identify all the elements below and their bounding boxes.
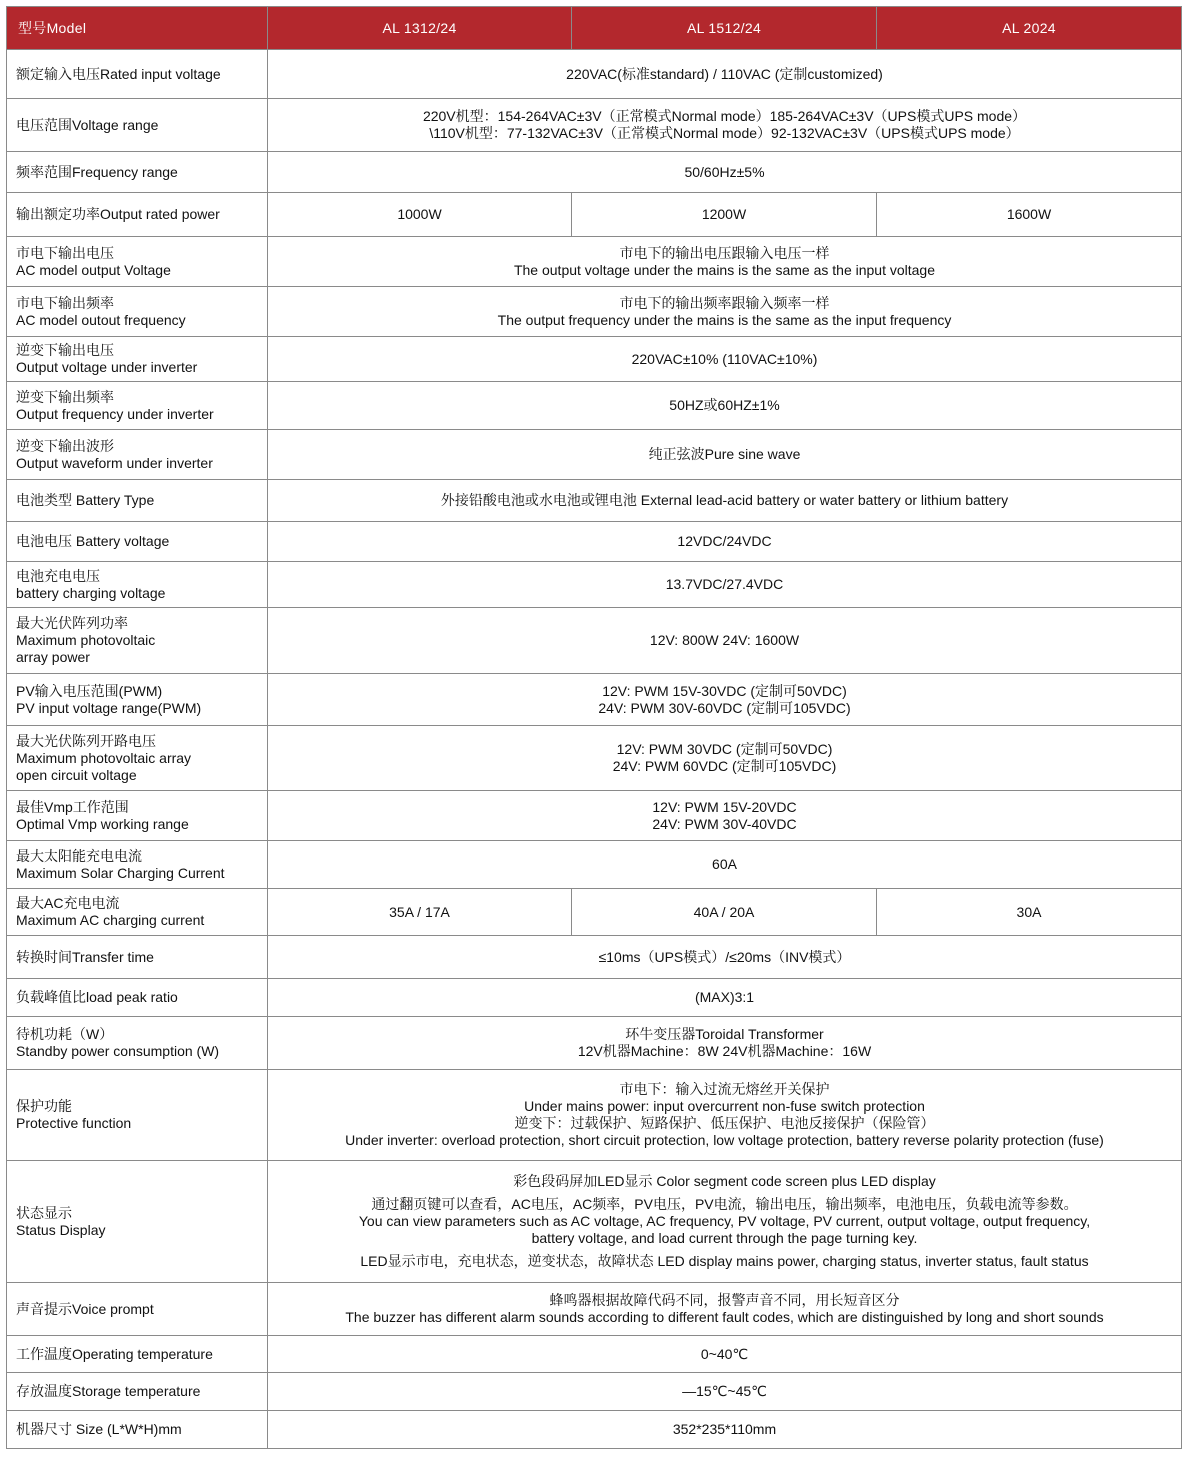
- row-protective-function: [7, 1070, 1182, 1161]
- label-line: 待机功耗（W）: [16, 1026, 114, 1042]
- label-line: 声音提示Voice prompt: [16, 1300, 154, 1317]
- label-line: 最大光伏阵列功率: [16, 615, 128, 631]
- value-line: 12V机器Machine：8W 24V机器Machine：16W: [577, 1043, 872, 1059]
- row-value: [268, 726, 1182, 791]
- value-line: 352*235*110mm: [672, 1421, 777, 1437]
- label-line: Standby power consumption (W): [16, 1043, 220, 1059]
- value-line: 24V: PWM 30V-60VDC (定制可105VDC): [598, 699, 851, 716]
- value-line: 12V: PWM 30VDC (定制可50VDC): [616, 741, 833, 757]
- value-line: ≤10ms（UPS模式）/≤20ms（INV模式）: [598, 948, 851, 965]
- row-battery-voltage: [7, 522, 1182, 562]
- value-line: The output frequency under the mains is the same as the input frequency: [497, 311, 952, 328]
- value-line: 60A: [712, 856, 737, 872]
- row-battery-charging-voltage: [7, 562, 1182, 608]
- row-battery-type: [7, 480, 1182, 522]
- value-line: You can view parameters such as AC voltage, AC frequency, PV voltage, PV current, output voltage, output frequency,: [358, 1213, 1091, 1229]
- row-optimal-vmp-range: [7, 791, 1182, 841]
- value-line: 50/60Hz±5%: [684, 163, 765, 180]
- value-line: 纯正弦波Pure sine wave: [648, 446, 801, 462]
- row-label: [7, 936, 268, 979]
- value-line: 环牛变压器Toroidal Transformer: [625, 1026, 824, 1042]
- row-value-model-3: 30A: [877, 889, 1182, 936]
- row-voltage-range: [7, 99, 1182, 152]
- value-line: \110V机型：77-132VAC±3V（正常模式Normal mode）92-132VAC±3V（UPS模式UPS mode）: [429, 125, 1020, 141]
- row-value: [268, 562, 1182, 608]
- row-size: [7, 1411, 1182, 1449]
- value-line: The output voltage under the mains is the same as the input voltage: [513, 261, 936, 278]
- row-pv-input-voltage-range: [7, 674, 1182, 726]
- row-label: [7, 237, 268, 287]
- label-line: 保护功能: [16, 1098, 72, 1114]
- row-label: [7, 841, 268, 889]
- row-value: [268, 480, 1182, 522]
- row-label: [7, 287, 268, 337]
- row-ac-output-voltage: [7, 237, 1182, 287]
- label-line: 频率范围Frequency range: [16, 163, 178, 180]
- row-storage-temperature: [7, 1373, 1182, 1411]
- row-value: [268, 608, 1182, 674]
- value-line: 13.7VDC/27.4VDC: [665, 576, 784, 592]
- label-line: PV输入电压范围(PWM): [16, 682, 163, 699]
- value-line: 0~40℃: [700, 1345, 749, 1362]
- row-value: [268, 152, 1182, 193]
- value-line: Under mains power: input overcurrent non-fuse switch protection: [524, 1098, 925, 1114]
- row-value: [268, 522, 1182, 562]
- label-line: 电池电压 Battery voltage: [16, 533, 170, 549]
- row-transfer-time: [7, 936, 1182, 979]
- row-status-display: [7, 1161, 1182, 1283]
- model-header-1: AL 1312/24: [268, 7, 572, 50]
- label-line: 逆变下输出电压: [16, 342, 114, 358]
- label-line: 转换时间Transfer time: [16, 948, 154, 965]
- row-label: [7, 1411, 268, 1449]
- label-line: 电压范围Voltage range: [16, 116, 159, 133]
- row-label: [7, 979, 268, 1017]
- row-label: [7, 99, 268, 152]
- row-value-model-2: 40A / 20A: [572, 889, 877, 936]
- value-line: The buzzer has different alarm sounds according to different fault codes, which are distinguished by long and short sounds: [345, 1309, 1104, 1325]
- row-value: [268, 1336, 1182, 1373]
- label-line: Maximum photovoltaic: [16, 632, 156, 648]
- label-line: 额定输入电压Rated input voltage: [16, 65, 221, 82]
- label-line: Output waveform under inverter: [16, 454, 213, 471]
- label-line: 机器尺寸 Size (L*W*H)mm: [16, 1421, 182, 1437]
- row-value: [268, 1070, 1182, 1161]
- row-label: [7, 430, 268, 480]
- row-label: [7, 382, 268, 430]
- label-line: Output voltage under inverter: [16, 359, 198, 375]
- label-line: open circuit voltage: [16, 766, 137, 783]
- row-value: [268, 382, 1182, 430]
- row-label: [7, 1161, 268, 1283]
- row-value: [268, 979, 1182, 1017]
- row-label: [7, 1070, 268, 1161]
- value-line: 外接铅酸电池或水电池或锂电池 External lead-acid battery or water battery or lithium battery: [440, 492, 1009, 508]
- row-value: [268, 1017, 1182, 1070]
- row-label: [7, 608, 268, 674]
- row-value: [268, 1411, 1182, 1449]
- row-label: [7, 337, 268, 382]
- label-line: 最大太阳能充电电流: [16, 847, 142, 864]
- label-line: Status Display: [16, 1221, 106, 1238]
- row-label: [7, 726, 268, 791]
- row-voice-prompt: [7, 1283, 1182, 1336]
- value-line: 彩色段码屏加LED显示 Color segment code screen plus LED display: [513, 1173, 936, 1189]
- label-line: 工作温度Operating temperature: [16, 1345, 213, 1362]
- row-value-model-3: 1600W: [877, 193, 1182, 237]
- label-line: 市电下输出频率: [16, 294, 114, 311]
- label-line: 负载峰值比load peak ratio: [16, 989, 178, 1005]
- label-line: 状态显示: [16, 1204, 72, 1221]
- label-line: battery charging voltage: [16, 584, 166, 601]
- row-operating-temperature: [7, 1336, 1182, 1373]
- label-line: 逆变下输出波形: [16, 437, 114, 454]
- row-value: [268, 936, 1182, 979]
- row-max-ac-charging-current: [7, 889, 1182, 936]
- label-line: 输出额定功率Output rated power: [16, 206, 220, 222]
- label-line: Maximum AC charging current: [16, 912, 205, 928]
- row-value-model-1: 35A / 17A: [268, 889, 572, 936]
- row-value: [268, 791, 1182, 841]
- row-value-model-1: 1000W: [268, 193, 572, 237]
- row-rated-input-voltage: [7, 50, 1182, 99]
- value-line: 50HZ或60HZ±1%: [669, 397, 780, 413]
- model-label-header: 型号Model: [7, 7, 268, 50]
- value-line: 220VAC±10% (110VAC±10%): [631, 350, 818, 367]
- row-label: [7, 889, 268, 936]
- row-max-pv-array-power: [7, 608, 1182, 674]
- value-line: 逆变下：过载保护、短路保护、低压保护、电池反接保护（保险管）: [514, 1115, 935, 1131]
- value-line: 12VDC/24VDC: [677, 533, 772, 549]
- row-inverter-output-voltage: [7, 337, 1182, 382]
- row-ac-output-frequency: [7, 287, 1182, 337]
- label-line: AC model outout frequency: [16, 311, 186, 328]
- label-line: Maximum photovoltaic array: [16, 749, 192, 766]
- row-label: [7, 674, 268, 726]
- label-line: 电池充电电压: [16, 567, 100, 584]
- value-line: 市电下的输出电压跟输入电压一样: [619, 244, 830, 261]
- label-line: 存放温度Storage temperature: [16, 1383, 201, 1399]
- row-max-pv-open-circuit-voltage: [7, 726, 1182, 791]
- row-value: [268, 287, 1182, 337]
- value-line: 12V: 800W 24V: 1600W: [649, 632, 800, 648]
- value-line: 12V: PWM 15V-20VDC: [652, 798, 797, 815]
- row-value: [268, 1373, 1182, 1411]
- row-label: [7, 1336, 268, 1373]
- row-frequency-range: [7, 152, 1182, 193]
- label-line: 逆变下输出频率: [16, 388, 114, 405]
- label-line: Optimal Vmp working range: [16, 815, 189, 832]
- spec-table: [6, 6, 1182, 1449]
- row-label: [7, 50, 268, 99]
- row-label: [7, 1017, 268, 1070]
- value-line: LED显示市电，充电状态，逆变状态，故障状态 LED display mains power, charging status, inverter status, fault status: [360, 1253, 1089, 1269]
- row-value: [268, 841, 1182, 889]
- label-line: Output frequency under inverter: [16, 405, 214, 422]
- row-value: [268, 337, 1182, 382]
- value-line: 12V: PWM 15V-30VDC (定制可50VDC): [602, 682, 847, 699]
- row-standby-power: [7, 1017, 1182, 1070]
- row-label: [7, 791, 268, 841]
- row-load-peak-ratio: [7, 979, 1182, 1017]
- value-line: 24V: PWM 60VDC (定制可105VDC): [612, 758, 837, 774]
- row-inverter-output-waveform: [7, 430, 1182, 480]
- label-line: 电池类型 Battery Type: [16, 492, 155, 508]
- row-value: [268, 430, 1182, 480]
- header-row: [7, 7, 1182, 50]
- row-output-rated-power: [7, 193, 1182, 237]
- row-value: [268, 1161, 1182, 1283]
- row-label: [7, 480, 268, 522]
- row-label: [7, 1283, 268, 1336]
- label-line: Maximum Solar Charging Current: [16, 864, 225, 881]
- label-line: AC model output Voltage: [16, 261, 171, 278]
- value-line: Under inverter: overload protection, short circuit protection, low voltage protection, battery reverse polarity protection (fuse): [345, 1132, 1104, 1148]
- row-max-solar-charging-current: [7, 841, 1182, 889]
- model-header-3: AL 2024: [877, 7, 1182, 50]
- label-line: 市电下输出电压: [16, 244, 114, 261]
- model-header-2: AL 1512/24: [572, 7, 877, 50]
- value-line: —15℃~45℃: [682, 1383, 767, 1399]
- row-value: [268, 1283, 1182, 1336]
- row-value: [268, 99, 1182, 152]
- label-line: array power: [16, 649, 90, 665]
- value-line: 220V机型：154-264VAC±3V（正常模式Normal mode）185-264VAC±3V（UPS模式UPS mode）: [422, 108, 1027, 124]
- row-value: [268, 674, 1182, 726]
- value-line: 通过翻页键可以查看，AC电压，AC频率，PV电压，PV电流，输出电压，输出频率，电池电压，负载电流等参数。: [371, 1196, 1078, 1212]
- value-line: 220VAC(标准standard) / 110VAC (定制customized): [566, 65, 883, 82]
- row-label: [7, 1373, 268, 1411]
- label-line: 最大AC充电电流: [16, 895, 120, 911]
- row-label: [7, 522, 268, 562]
- value-line: (MAX)3:1: [694, 989, 755, 1005]
- row-label: [7, 193, 268, 237]
- row-label: [7, 562, 268, 608]
- label-line: 最佳Vmp工作范围: [16, 798, 129, 815]
- row-value-model-2: 1200W: [572, 193, 877, 237]
- value-line: 24V: PWM 30V-40VDC: [652, 815, 797, 832]
- label-line: 最大光伏陈列开路电压: [16, 732, 156, 749]
- value-line: 蜂鸣器根据故障代码不同，报警声音不同，用长短音区分: [549, 1292, 900, 1308]
- row-label: [7, 152, 268, 193]
- row-value: [268, 237, 1182, 287]
- value-line: 市电下：输入过流无熔丝开关保护: [619, 1081, 830, 1097]
- value-line: battery voltage, and load current through the page turning key.: [531, 1230, 918, 1246]
- label-line: PV input voltage range(PWM): [16, 699, 202, 716]
- row-value: [268, 50, 1182, 99]
- value-line: 市电下的输出频率跟输入频率一样: [619, 294, 830, 311]
- row-inverter-output-frequency: [7, 382, 1182, 430]
- label-line: Protective function: [16, 1115, 132, 1131]
